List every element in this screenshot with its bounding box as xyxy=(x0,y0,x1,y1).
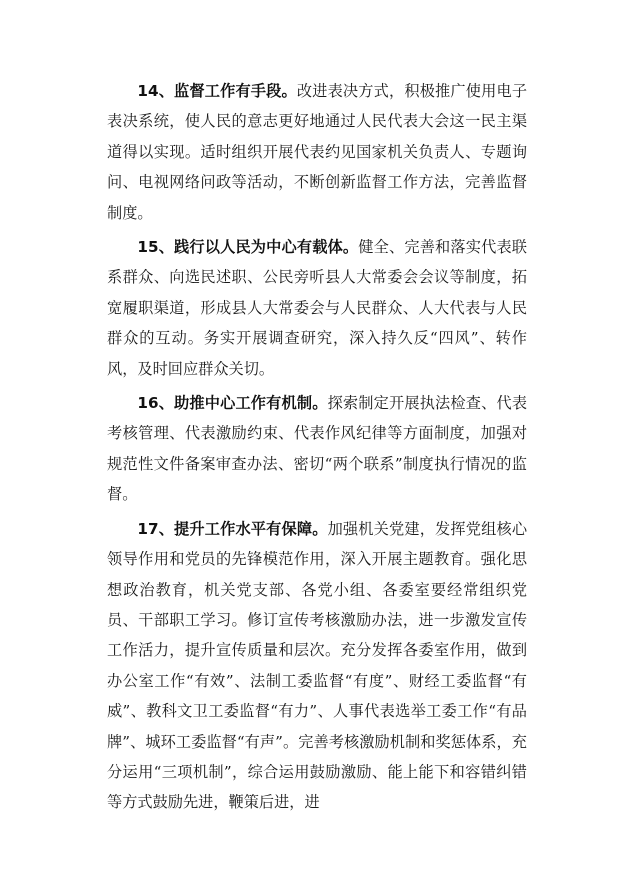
paragraph-15-heading: 15、践行以人民为中心有载体。 xyxy=(137,238,359,257)
paragraph-17-heading: 17、提升工作水平有保障。 xyxy=(137,519,328,538)
paragraph-15 xyxy=(107,232,527,384)
paragraph-17-text: 加强机关党建，发挥党组核心领导作用和党员的先锋模范作用，深入开展主题教育。强化思想政治教育，机关党支部、各党小组、各委室要经常组织党员、干部职工学习。修订宣传考核激励办法，进一步激发宣传工作活力，提升宣传质量和层次。充分发挥各委室作用，做到办公室工作“有效”、法制工委监督“有度”、财经工委监督“有威”、教科文卫工委监督“有力”、人事代表选举工委工作“有品牌”、城环工委监督“有声”。完善考核激励机制和奖惩体系，充分运用“三项机制”，综合运用鼓励激励、能上能下和容错纠错等方式鼓励先进，鞭策后进，进 xyxy=(107,519,528,812)
paragraph-16-text: 探索制定开展执法检查、代表考核管理、代表激励约束、代表作风纪律等方面制度，加强对规范性文件备案审查办法、密切“两个联系”制度执行情况的监督。 xyxy=(107,394,528,504)
paragraph-15-text: 健全、完善和落实代表联系群众、向选民述职、公民旁听县人大常委会会议等制度，拓宽履职渠道，形成县人大常委会与人民群众、人大代表与人民群众的互动。务实开展调查研究，深入持久反“四风”、转作风，及时回应群众关切。 xyxy=(107,238,527,378)
paragraph-17 xyxy=(107,514,527,818)
paragraph-16 xyxy=(107,388,527,510)
paragraph-14-heading: 14、监督工作有手段。 xyxy=(137,82,297,100)
paragraph-16-heading: 16、助推中心工作有机制。 xyxy=(137,394,328,413)
paragraph-14 xyxy=(107,76,527,228)
document-body xyxy=(107,76,527,822)
paragraph-14-text: 改进表决方式，积极推广使用电子表决系统，使人民的意志更好地通过人民代表大会这一民主渠道得以实现。适时组织开展代表约见国家机关负责人、专题询问、电视网络问政等活动，不断创新监督工作方法，完善监督制度。 xyxy=(107,82,528,222)
